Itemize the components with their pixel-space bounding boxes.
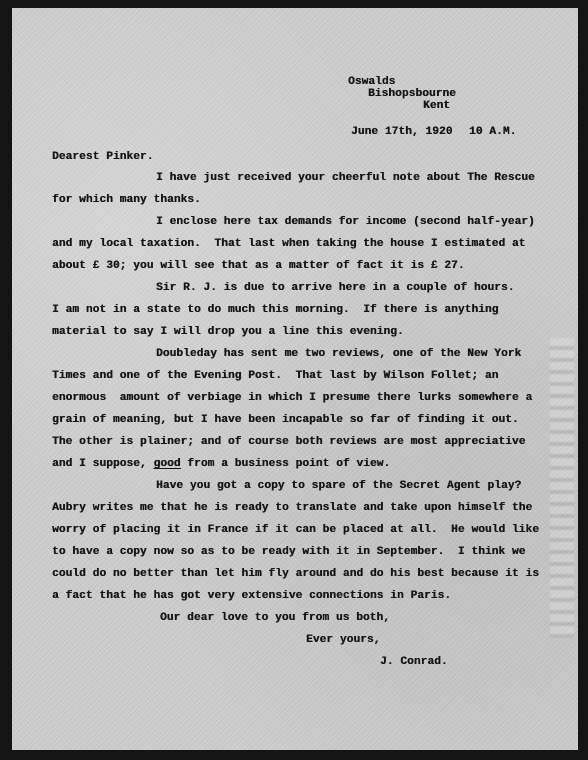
paragraph-2-line-1: I enclose here tax demands for income (second half-year) <box>156 216 535 228</box>
underlined-word: good <box>153 458 181 470</box>
paragraph-5-line-3: worry of placing it in France if it can be placed at all. He would like <box>52 524 539 536</box>
paragraph-4-line-5: The other is plainer; and of course both reviews are most appreciative <box>52 436 526 448</box>
signature: J. Conrad. <box>380 656 448 668</box>
address-line-2: Bishopsbourne <box>368 88 456 100</box>
paragraph-2-line-2: and my local taxation. That last when taking the house I estimated at <box>52 238 526 250</box>
closing: Ever yours, <box>306 634 381 646</box>
paragraph-5-line-6: a fact that he has got very extensive connections in Paris. <box>52 590 452 602</box>
letter-date: June 17th, 1920 <box>351 126 453 138</box>
paragraph-4-line-4: grain of meaning, but I have been incapable so far of finding it out. <box>52 414 519 426</box>
paragraph-2-line-3: about £ 30; you will see that as a matter of fact it is £ 27. <box>52 260 465 272</box>
salutation: Dearest Pinker. <box>52 151 154 163</box>
paragraph-5-line-5: could do no better than let him fly around and do his best because it is <box>52 568 539 580</box>
letter-time: 10 A.M. <box>469 126 517 138</box>
paragraph-4-line-6-end: from a business point of view. <box>180 458 391 470</box>
paragraph-6-line-1: Our dear love to you from us both, <box>160 612 390 624</box>
paragraph-4-line-3: enormous amount of verbiage in which I presume there lurks somewhere a <box>52 392 533 404</box>
paragraph-3-line-1: Sir R. J. is due to arrive here in a couple of hours. <box>156 282 515 294</box>
paragraph-5-line-2: Aubry writes me that he is ready to translate and take upon himself the <box>52 502 533 514</box>
paragraph-5-line-4: to have a copy now so as to be ready with it in September. I think we <box>52 546 526 558</box>
paragraph-1-line-2: for which many thanks. <box>52 194 201 206</box>
address-line-3: Kent <box>423 100 451 112</box>
paragraph-4-line-1: Doubleday has sent me two reviews, one of the New York <box>156 348 522 360</box>
paragraph-3-line-2: I am not in a state to do much this morning. If there is anything <box>52 304 499 316</box>
paragraph-1-line-1: I have just received your cheerful note about The Rescue <box>156 172 535 184</box>
paragraph-5-line-1: Have you got a copy to spare of the Secret Agent play? <box>156 480 522 492</box>
paragraph-4-line-6-start: and I suppose, <box>52 458 154 470</box>
paragraph-4-line-6 <box>52 458 390 471</box>
paragraph-3-line-3: material to say I will drop you a line this evening. <box>52 326 404 338</box>
letter-text <box>12 8 578 750</box>
paragraph-4-line-2: Times and one of the Evening Post. That last by Wilson Follet; an <box>52 370 499 382</box>
letter-page <box>12 8 578 750</box>
address-line-1: Oswalds <box>348 76 396 88</box>
